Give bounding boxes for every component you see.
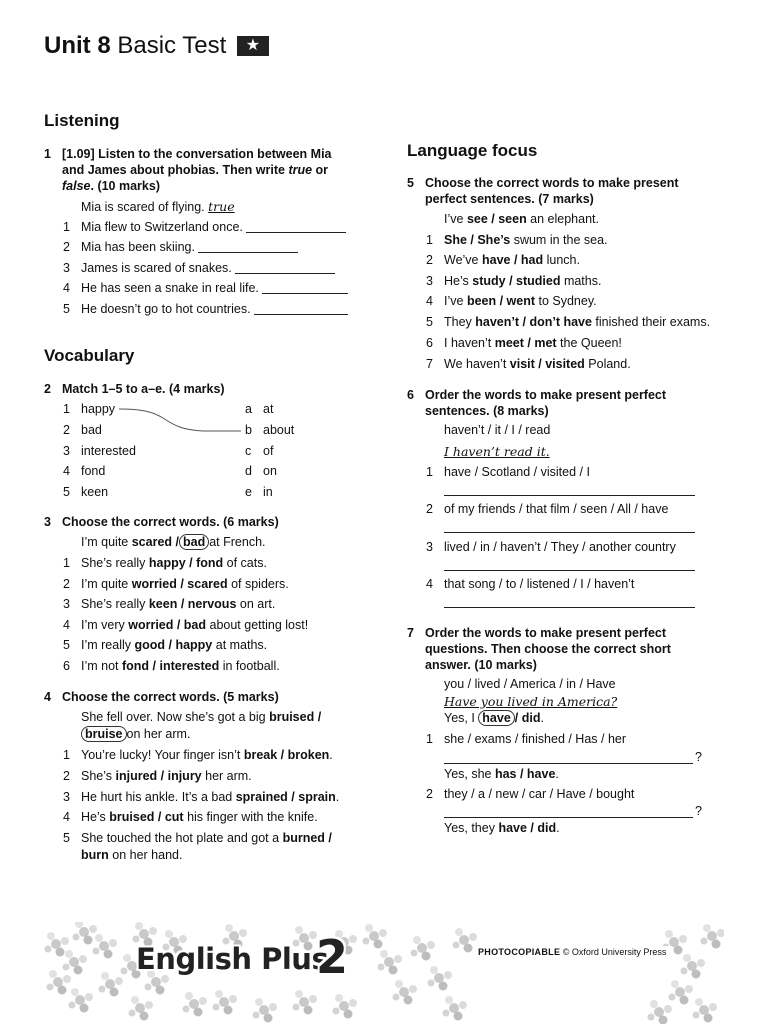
handwritten-answer: I haven’t read it.	[444, 444, 550, 459]
choice[interactable]: She / She’s	[444, 233, 511, 247]
answer-blank[interactable]	[235, 262, 335, 274]
brand-logo: English Plus	[136, 942, 329, 976]
handwritten-answer: true	[208, 199, 235, 214]
choice[interactable]: sprained / sprain	[235, 790, 336, 804]
exercise-4-example-cont: bruise on her arm.	[81, 727, 190, 742]
match-right-item: c of	[245, 444, 274, 458]
handwritten-answer: Have you lived in America?	[444, 694, 618, 709]
answer-line[interactable]	[444, 570, 695, 571]
exercise-7-example: you / lived / America / in / Have	[444, 677, 616, 691]
match-line	[63, 402, 353, 442]
answer-line[interactable]	[444, 607, 695, 608]
circled-answer: bruise	[81, 726, 127, 742]
choice[interactable]: happy / fond	[148, 556, 224, 570]
exercise-4-example: She fell over. Now she’s got a big bruised /	[81, 710, 322, 724]
match-right-item: d on	[245, 464, 277, 478]
exercise-6-instructions: 6 Order the words to make present perfect sentences. (8 marks)	[407, 388, 667, 418]
choice[interactable]: worried / bad	[128, 618, 207, 632]
exercise-3-instructions: 3 Choose the correct words. (6 marks)	[44, 515, 279, 529]
exercise-7-instructions: 7 Order the words to make present perfect questions. Then choose the correct short answer. (10 marks)	[407, 626, 671, 672]
page-title	[44, 32, 269, 60]
choice[interactable]: worried / scared	[131, 577, 228, 591]
exercise-6-example: haven’t / it / I / read	[444, 423, 551, 437]
circled-answer: bad	[179, 534, 209, 550]
answer-line[interactable]	[444, 495, 695, 496]
exercise-6-items: 1 have / Scotland / visited / I 2 of my friends / that film / seen / All / have 3 lived / in / haven’t / They / another country 4 that song / to / listened / I / haven’t	[426, 465, 716, 615]
choice[interactable]: break / broken	[243, 748, 330, 762]
choice[interactable]: study / studied	[472, 274, 561, 288]
vocabulary-heading: Vocabulary	[44, 346, 135, 365]
listening-heading: Listening	[44, 111, 120, 130]
answer-blank[interactable]	[262, 282, 348, 294]
brand-level-number: 2	[316, 930, 349, 984]
answer-line[interactable]	[444, 763, 693, 764]
choice[interactable]: have / had	[481, 253, 544, 267]
choice[interactable]: good / happy	[134, 638, 213, 652]
answer-blank[interactable]	[254, 303, 348, 315]
choice[interactable]: fond / interested	[122, 659, 220, 673]
choice[interactable]: burn	[81, 848, 109, 862]
copyright-notice: PHOTOCOPIABLE © Oxford University Press	[474, 946, 670, 958]
answer-line[interactable]	[444, 532, 695, 533]
exercise-3-example: I’m quite scared / bad at French.	[81, 535, 266, 549]
circled-answer: have	[478, 710, 515, 726]
choice[interactable]: bruised / cut	[109, 810, 184, 824]
exercise-4-instructions: 4 Choose the correct words. (5 marks)	[44, 690, 279, 704]
exercise-5-instructions: 5 Choose the correct words to make present perfect sentences. (7 marks)	[407, 176, 679, 206]
choice[interactable]: keen / nervous	[148, 597, 237, 611]
choice[interactable]: haven’t / don’t have	[475, 315, 592, 329]
exercise-1-instructions: 1 [1.09] Listen to the conversation between Mia and James about phobias. Then write true or false. (10 marks)	[44, 147, 332, 193]
exercise-7-example-short: Yes, I have / did.	[444, 711, 544, 725]
test-name: Basic Test	[117, 32, 227, 59]
question-mark: ?	[695, 750, 702, 764]
answer-line[interactable]	[444, 817, 693, 818]
match-right-item: b about	[245, 423, 295, 437]
choice[interactable]: meet / met	[494, 336, 557, 350]
star-icon: ★	[237, 36, 269, 56]
question-mark: ?	[695, 804, 702, 818]
choice[interactable]: has / have	[494, 767, 556, 781]
short-answer: Yes, they have / did.	[444, 821, 560, 835]
unit-label: Unit 8	[44, 32, 111, 59]
choice[interactable]: been / went	[466, 294, 536, 308]
footer	[44, 922, 724, 1024]
matching-exercise: 1 happy 2 bad 3 interested 4 fond 5 keen a at b about c of d on e in	[63, 402, 353, 502]
short-answer: Yes, she has / have.	[444, 767, 559, 781]
choice[interactable]: have / did	[498, 821, 557, 835]
exercise-2-instructions: 2 Match 1–5 to a–e. (4 marks)	[44, 382, 225, 396]
choice[interactable]: injured / injury	[115, 769, 202, 783]
match-right-item: a at	[245, 402, 274, 416]
choice[interactable]: burned /	[282, 831, 332, 845]
exercise-7-items: 1 she / exams / finished / Has / her ? Yes, she has / have. 2 they / a / new / car / Have / bought ? Yes, they have / did.	[426, 732, 702, 835]
exercise-1-example: Mia is scared of flying. true	[81, 199, 235, 214]
answer-blank[interactable]	[246, 221, 346, 233]
language-focus-heading: Language focus	[407, 141, 538, 160]
choice[interactable]: visit / visited	[509, 357, 585, 371]
match-right-item: e in	[245, 485, 273, 499]
answer-blank[interactable]	[198, 241, 298, 253]
exercise-5-example: I’ve see / seen an elephant.	[444, 212, 599, 226]
